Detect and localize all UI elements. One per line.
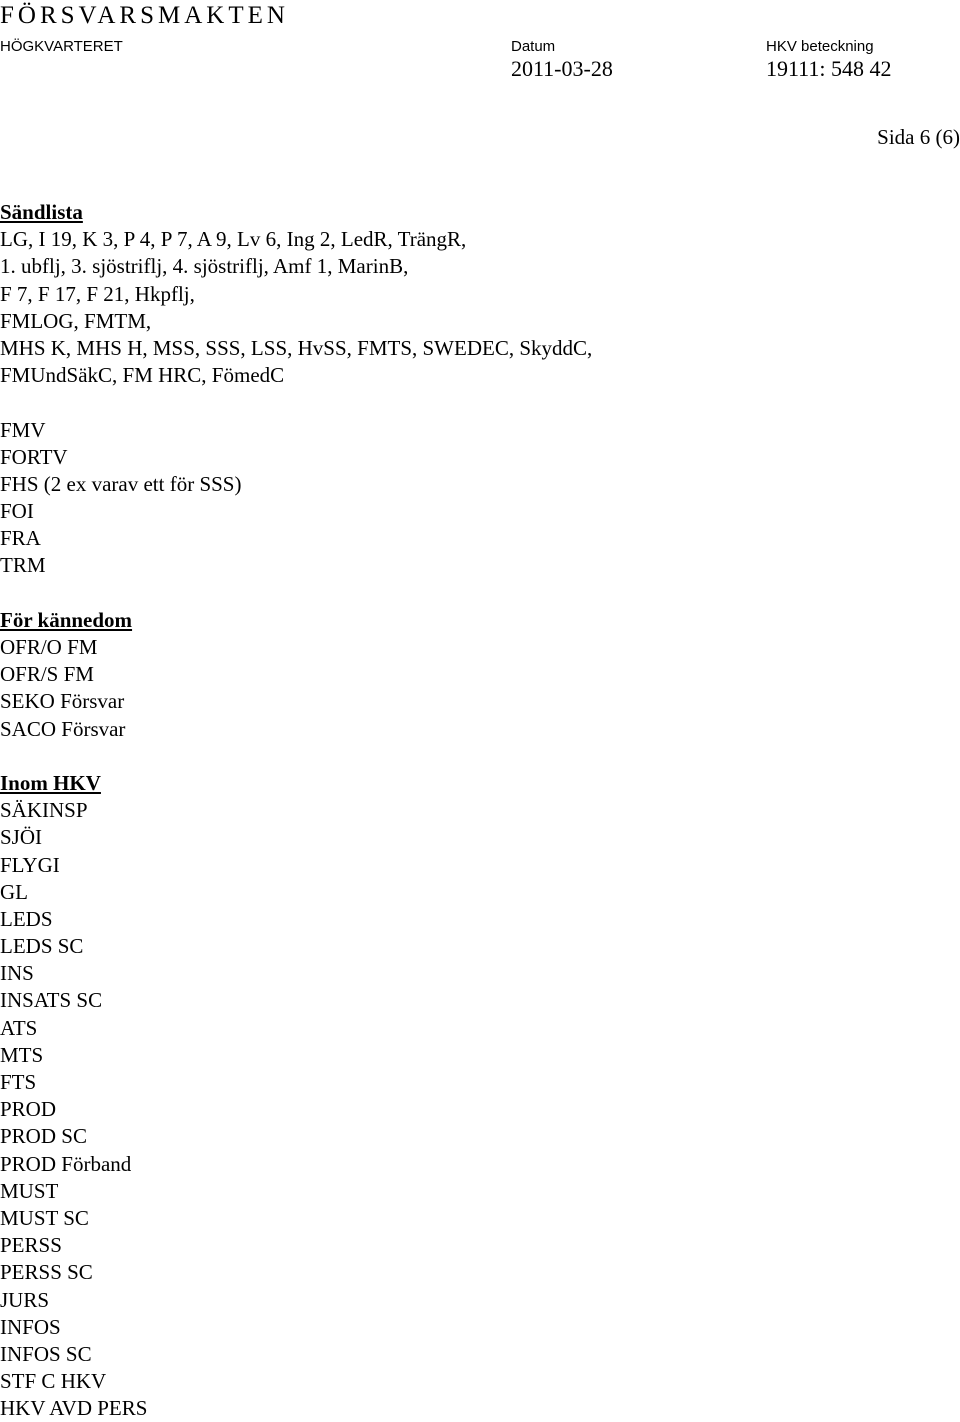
hkv-item: INFOS xyxy=(0,1314,61,1339)
distribution-line: 1. ubflj, 3. sjöstriflj, 4. sjöstriflj, Amf 1, MarinB, xyxy=(0,254,409,279)
hkv-item: STF C HKV xyxy=(0,1369,107,1394)
hkv-item: LEDS SC xyxy=(0,934,84,959)
agency-item: FOI xyxy=(0,499,34,524)
hkv-item: PERSS SC xyxy=(0,1260,93,1285)
hkv-item: PROD xyxy=(0,1097,57,1122)
document-body xyxy=(0,199,592,1422)
spacer xyxy=(0,743,592,770)
distribution-heading: Sändlista xyxy=(0,200,83,224)
hkv-item: MUST SC xyxy=(0,1205,89,1230)
distribution-line: MHS K, MHS H, MSS, SSS, LSS, HvSS, FMTS, SWEDEC, SkyddC, xyxy=(0,335,593,360)
hkv-item: INS xyxy=(0,961,34,986)
hkv-item: MTS xyxy=(0,1042,44,1067)
distribution-line: LG, I 19, K 3, P 4, P 7, A 9, Lv 6, Ing 2, LedR, TrängR, xyxy=(0,227,467,252)
page-number: Sida 6 (6) xyxy=(877,125,960,149)
hkv-item: HKV AVD PERS xyxy=(0,1396,148,1421)
agency-item: FORTV xyxy=(0,444,68,469)
for-info-heading: För kännedom xyxy=(0,607,133,632)
hkv-item: SJÖI xyxy=(0,825,43,850)
hkv-item: FLYGI xyxy=(0,852,60,877)
distribution-line: FMLOG, FMTM, xyxy=(0,308,152,333)
distribution-line: FMUndSäkC, FM HRC, FömedC xyxy=(0,363,285,388)
agency-item: FMV xyxy=(0,417,46,442)
organization-name: FÖRSVARSMAKTEN xyxy=(0,2,289,29)
for-info-item: OFR/O FM xyxy=(0,635,98,659)
hkv-item: PROD SC xyxy=(0,1124,87,1149)
hkv-item: INSATS SC xyxy=(0,988,103,1013)
agency-item: FRA xyxy=(0,526,41,551)
hkv-item: SÄKINSP xyxy=(0,798,88,823)
spacer xyxy=(0,389,592,416)
hkv-item: INFOS SC xyxy=(0,1341,92,1366)
distribution-line: F 7, F 17, F 21, Hkpflj, xyxy=(0,281,195,306)
hkv-item: PERSS xyxy=(0,1233,62,1258)
department-name: HÖGKVARTERET xyxy=(0,38,123,55)
reference-label: HKV beteckning xyxy=(766,38,874,55)
for-info-item: OFR/S FM xyxy=(0,662,94,687)
date-label: Datum xyxy=(511,38,556,55)
hkv-item: ATS xyxy=(0,1015,38,1040)
for-info-item: SACO Försvar xyxy=(0,716,126,741)
agency-item: FHS (2 ex varav ett för SSS) xyxy=(0,471,242,496)
hkv-item: GL xyxy=(0,879,28,904)
agency-item: TRM xyxy=(0,553,46,578)
reference-value: 19111: 548 42 xyxy=(766,56,892,81)
hkv-item: LEDS xyxy=(0,906,53,931)
for-info-item: SEKO Försvar xyxy=(0,689,125,714)
hkv-item: JURS xyxy=(0,1287,50,1312)
date-value: 2011-03-28 xyxy=(511,56,613,81)
spacer xyxy=(0,580,592,607)
within-hkv-heading: Inom HKV xyxy=(0,770,101,795)
hkv-item: PROD Förband xyxy=(0,1151,132,1176)
hkv-item: MUST xyxy=(0,1178,59,1203)
hkv-item: FTS xyxy=(0,1070,37,1094)
